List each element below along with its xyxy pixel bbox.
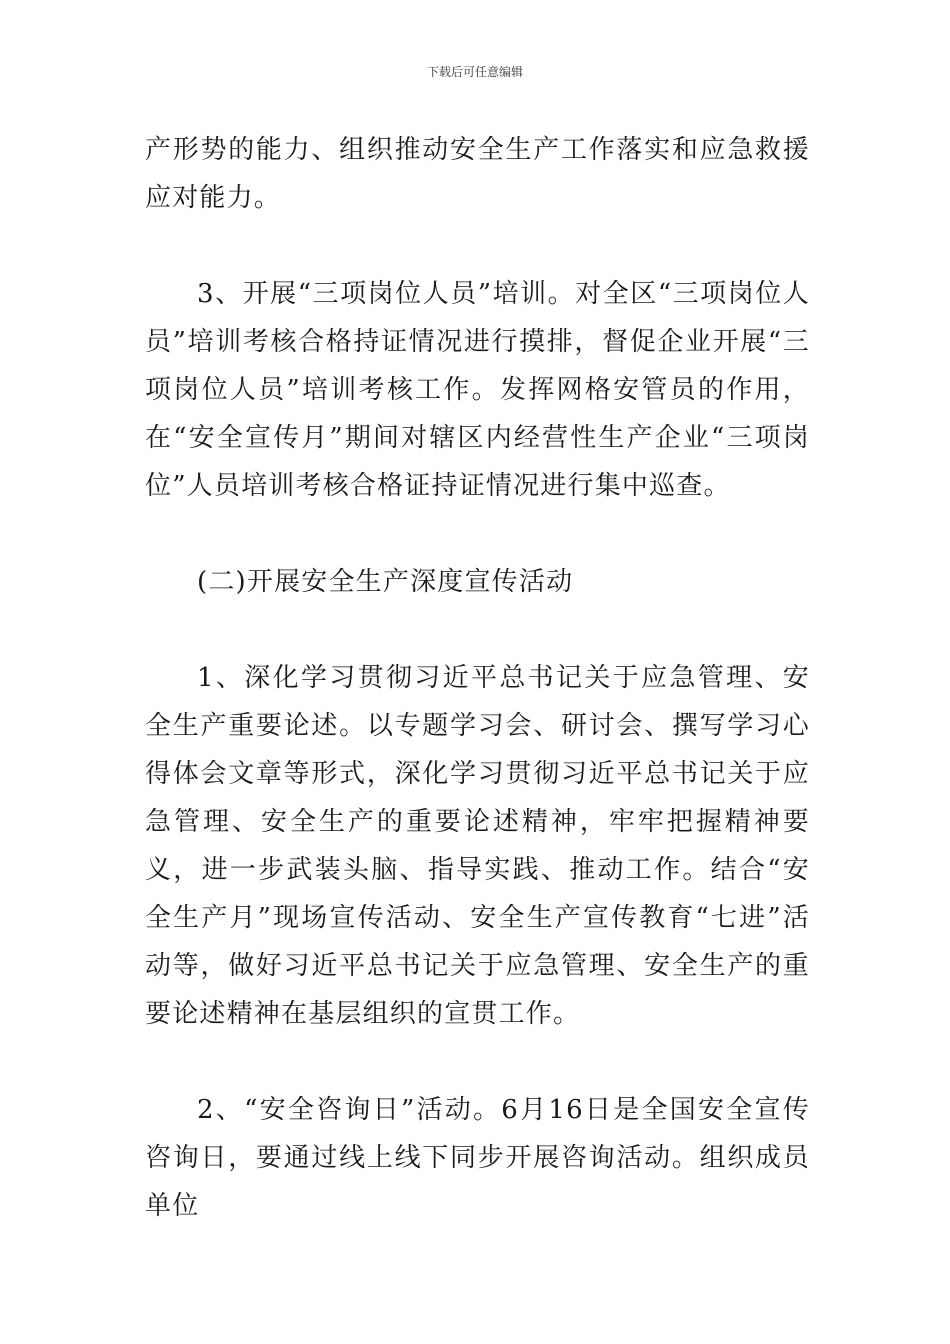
paragraph-item-2-consult-day: 2、“安全咨询日”活动。6月16日是全国安全宣传咨询日，要通过线上线下同步开展咨询活动。组织成员单位	[145, 1095, 810, 1221]
paragraph-item-1-study: 1、深化学习贯彻习近平总书记关于应急管理、安全生产重要论述。以专题学习会、研讨会、撰写学习心得体会文章等形式，深化学习贯彻习近平总书记关于应急管理、安全生产的重要论述精神，牢牢把握精神要义，进一步武装头脑、指导实践、推动工作。结合“安全生产月”现场宣传活动、安全生产宣传教育“七进”活动等，做好习近平总书记关于应急管理、安全生产的重要论述精神在基层组织的宣贯工作。	[145, 663, 810, 1029]
page-header: 下载后可任意编辑	[426, 65, 523, 79]
paragraph-continuation: 产形势的能力、组织推动安全生产工作落实和应急救援应对能力。	[145, 135, 810, 213]
paragraph-item-3-training: 3、开展“三项岗位人员”培训。对全区“三项岗位人员”培训考核合格持证情况进行摸排，督促企业开展“三项岗位人员”培训考核工作。发挥网格安管员的作用，在“安全宣传月”期间对辖区内经营性生产企业“三项岗位”人员培训考核合格证持证情况进行集中巡查。	[145, 279, 810, 501]
section-heading: (二)开展安全生产深度宣传活动	[197, 567, 574, 597]
document-body	[145, 126, 810, 1230]
